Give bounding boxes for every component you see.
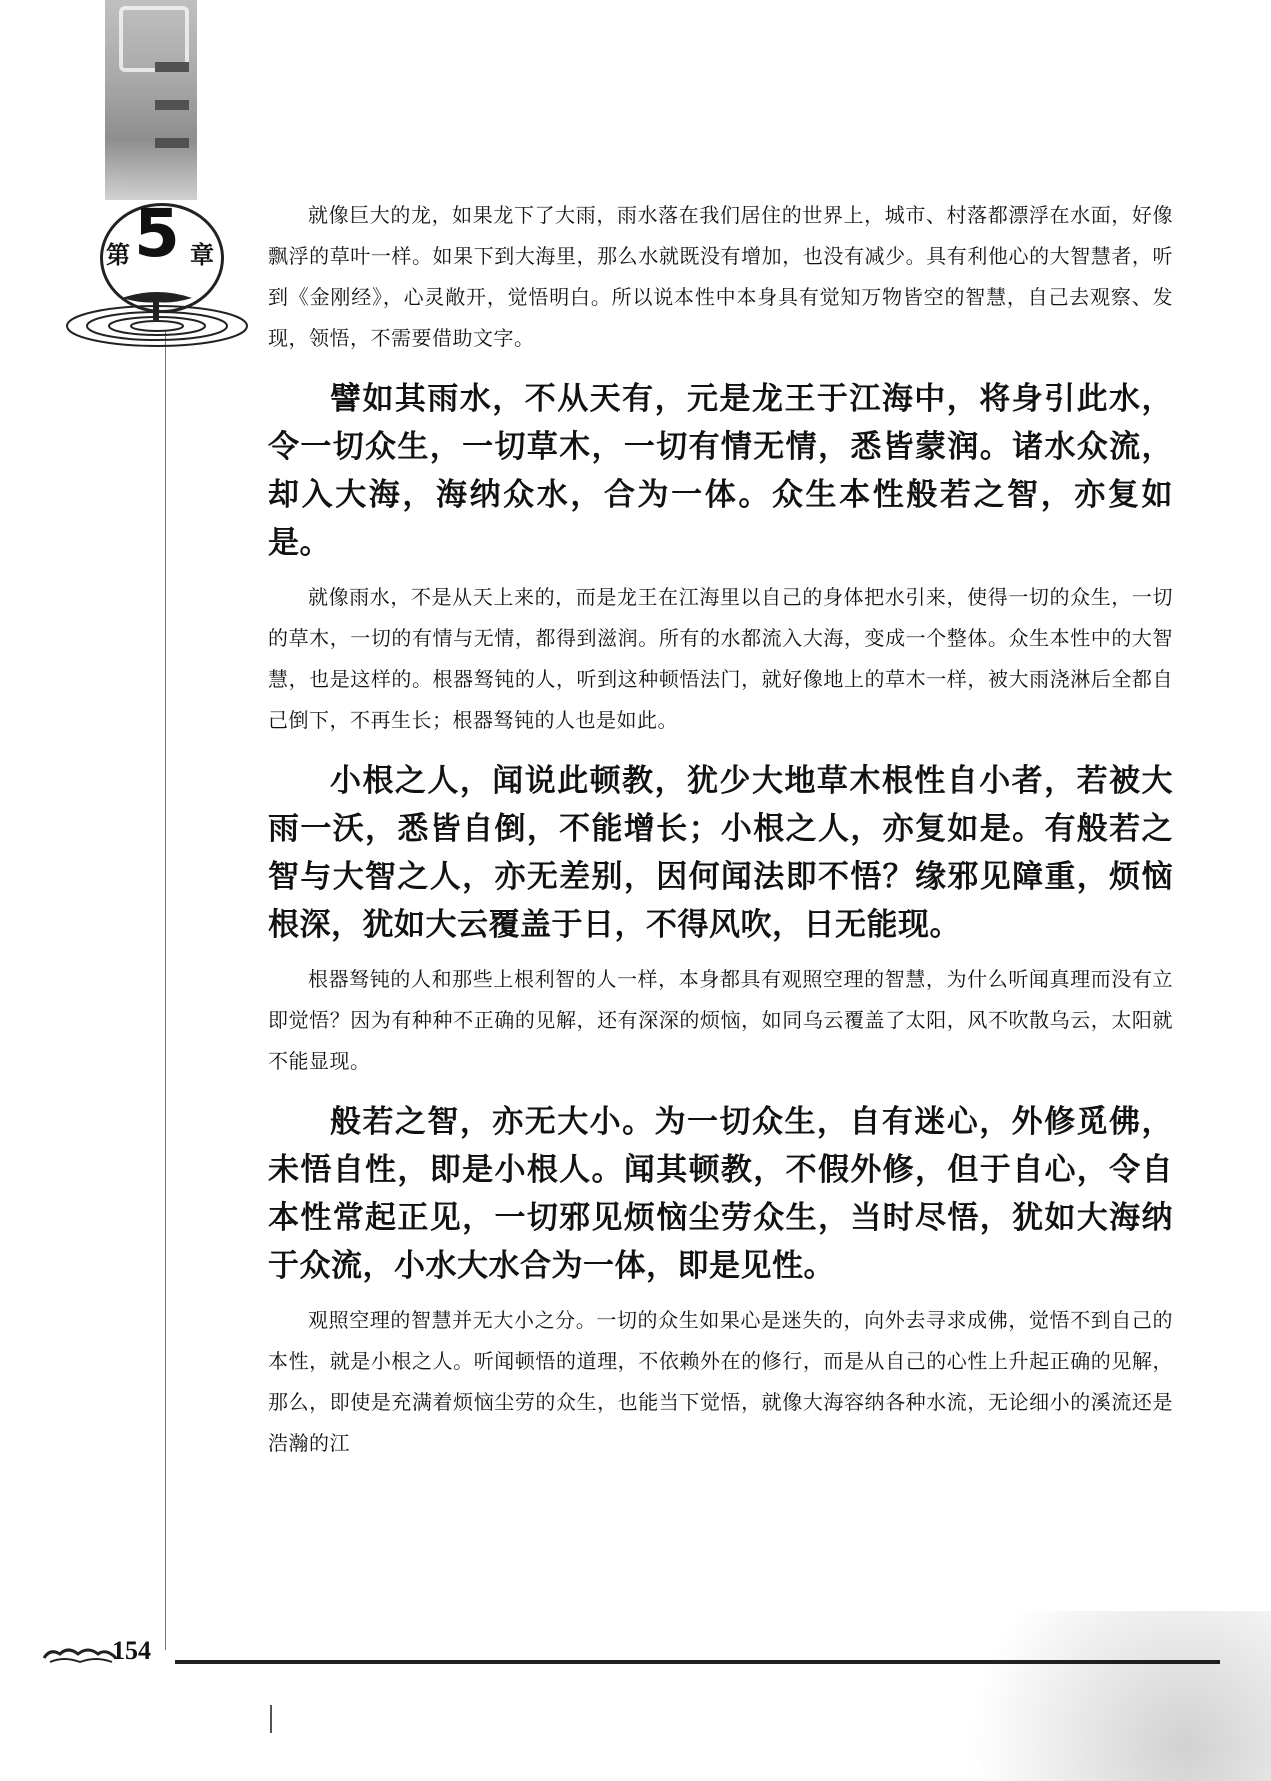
translation-paragraph: 观照空理的智慧并无大小之分。一切的众生如果心是迷失的，向外去寻求成佛，觉悟不到自己的本性，就是小根之人。听闻顿悟的道理，不依赖外在的修行，而是从自己的心性上升起正确的见解，那么，即使是充满着烦恼尘劳的众生，也能当下觉悟，就像大海容纳各种水流，无论细小的溪流还是浩瀚的江 [268, 1308, 1173, 1455]
header-mark [155, 62, 189, 72]
chapter-label-prefix: 第 [106, 241, 130, 269]
translation-paragraph: 根器驽钝的人和那些上根利智的人一样，本身都具有观照空理的智慧，为什么听闻真理而没有立即觉悟？因为有种种不正确的见解，还有深深的烦恼，如同乌云覆盖了太阳，风不吹散乌云，太阳就不能显现。 [268, 967, 1173, 1073]
translation-paragraph: 就像雨水，不是从天上来的，而是龙王在江海里以自己的身体把水引来，使得一切的众生，一切的草木，一切的有情与无情，都得到滋润。所有的水都流入大海，变成一个整体。众生本性中的大智慧，也是这样的。根器驽钝的人，听到这种顿悟法门，就好像地上的草木一样，被大雨浇淋后全都自己倒下，不再生长；根器驽钝的人也是如此。 [268, 585, 1173, 732]
scan-noise [851, 1611, 1271, 1781]
sutra-quote: 譬如其雨水，不从天有，元是龙王于江海中，将身引此水，令一切众生，一切草木，一切有情无情，悉皆蒙润。诸水众流，却入大海，海纳众水，合为一体。众生本性般若之智，亦复如是。 [268, 381, 1173, 561]
header-decoration [105, 0, 197, 200]
margin-rule [165, 330, 166, 1650]
cloud-ornament-icon [40, 1640, 120, 1670]
scan-mark [270, 1705, 272, 1733]
page-number: 154 [112, 1636, 151, 1665]
sutra-quote: 般若之智，亦无大小。为一切众生，自有迷心，外修觅佛，未悟自性，即是小根人。闻其顿教，不假外修，但于自心，令自本性常起正见，一切邪见烦恼尘劳众生，当时尽悟，犹如大海纳于众流，小水大水合为一体，即是见性。 [268, 1104, 1173, 1284]
header-mark [155, 138, 189, 148]
chapter-number: 5 [134, 195, 180, 272]
lotus-ripple-icon [62, 290, 252, 350]
main-text [268, 195, 1173, 1480]
header-mark [155, 100, 189, 110]
chapter-label-suffix: 章 [190, 241, 214, 269]
translation-paragraph: 就像巨大的龙，如果龙下了大雨，雨水落在我们居住的世界上，城市、村落都漂浮在水面，好像飘浮的草叶一样。如果下到大海里，那么水就既没有增加，也没有减少。具有利他心的大智慧者，听到《金刚经》，心灵敞开，觉悟明白。所以说本性中本身具有觉知万物皆空的智慧，自己去观察、发现，领悟，不需要借助文字。 [268, 203, 1173, 350]
sutra-quote: 小根之人，闻说此顿教，犹少大地草木根性自小者，若被大雨一沃，悉皆自倒，不能增长；小根之人，亦复如是。有般若之智与大智之人，亦无差别，因何闻法即不悟？缘邪见障重，烦恼根深，犹如大云覆盖于日，不得风吹，日无能现。 [268, 763, 1173, 943]
